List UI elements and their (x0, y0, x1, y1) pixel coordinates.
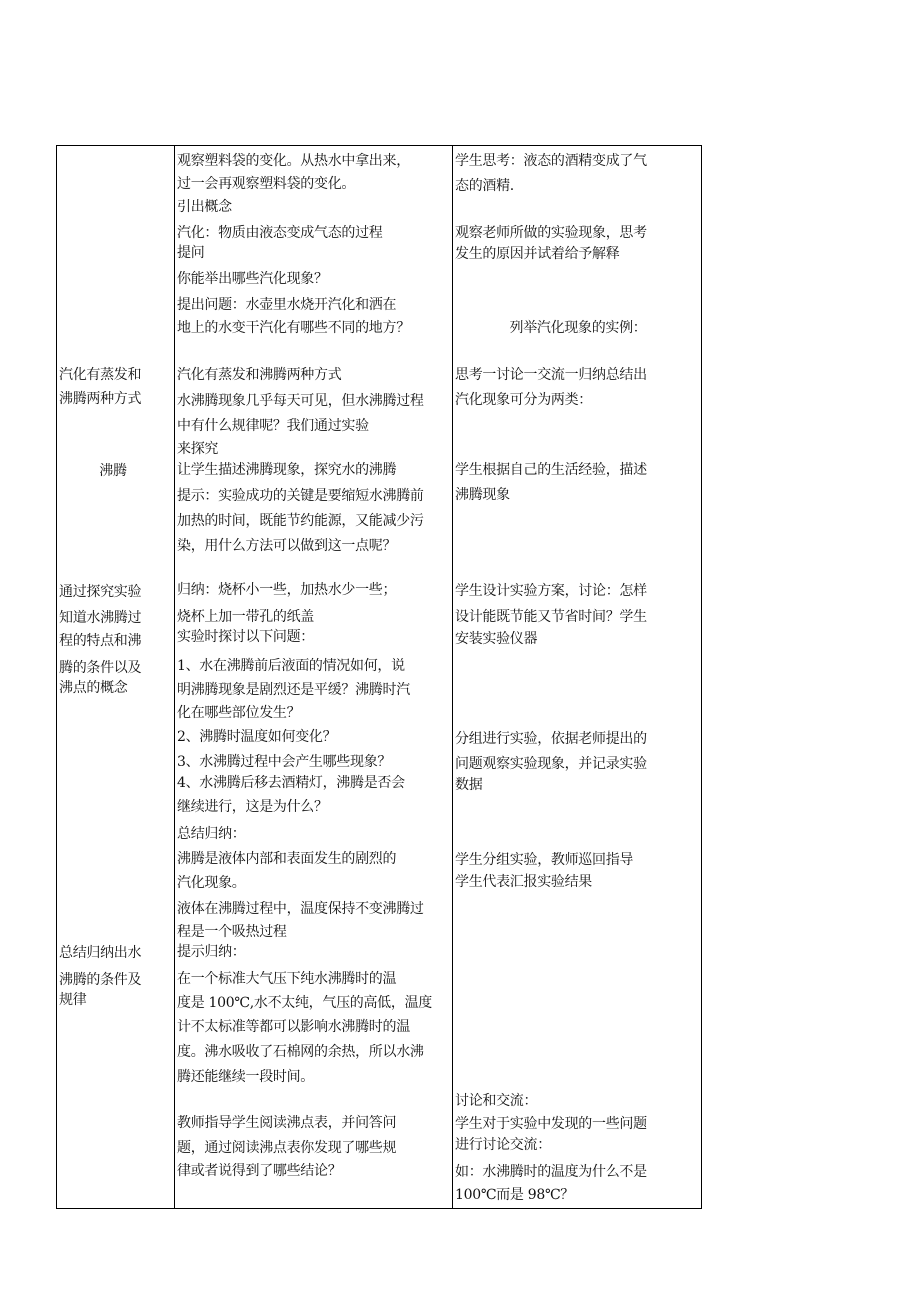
lesson-plan-table (56, 145, 702, 1209)
teacher-activity-line: 化在哪些部位发生？ (177, 705, 301, 721)
student-activity-line: 态的酒精. (455, 178, 514, 194)
student-activity-line: 学生代表汇报实验结果 (455, 874, 592, 890)
objective-line: 腾的条件以及 (59, 660, 142, 676)
student-activity-line: 发生的原因并试着给予解释 (455, 246, 620, 262)
teacher-activity-line: 总结归纳： (177, 826, 246, 842)
student-activity-line: 观察老师所做的实验现象，思考 (455, 225, 647, 241)
objective-line: 沸腾两种方式 (59, 391, 142, 407)
objective-line: 汽化有蒸发和 (59, 367, 142, 383)
student-activity-line: 学生对于实验中发现的一些问题 (455, 1116, 647, 1132)
teacher-activity-line: 提出问题：水壶里水烧开汽化和洒在 (177, 297, 397, 313)
teacher-activity-line: 律或者说得到了哪些结论？ (177, 1163, 342, 1179)
teacher-activity-line: 度是 100℃,水不太纯，气压的高低，温度 (177, 995, 432, 1011)
teacher-activity-line: 汽化现象。 (177, 875, 246, 891)
objective-line: 沸腾 (99, 463, 127, 479)
teacher-activity-line: 加热的时间，既能节约能源，又能减少污 (177, 513, 424, 529)
teacher-activity-line: 1、水在沸腾前后液面的情况如何，说 (177, 658, 405, 674)
student-activity-line: 学生设计实验方案，讨论：怎样 (455, 583, 647, 599)
objective-line: 程的特点和沸 (59, 633, 142, 649)
student-activity-line: 数据 (455, 777, 483, 793)
teacher-activity-line: 中有什么规律呢？我们通过实验 (177, 418, 369, 434)
teacher-activity-line: 4、水沸腾后移去酒精灯，沸腾是否会 (177, 775, 405, 791)
teacher-activity-line: 计不太标准等都可以影响水沸腾时的温 (177, 1019, 410, 1035)
student-activity-line: 讨论和交流： (455, 1093, 538, 1109)
student-activity-line: 分组进行实验，依据老师提出的 (455, 731, 647, 747)
teacher-activity-line: 你能举出哪些汽化现象？ (177, 271, 328, 287)
objective-line: 知道水沸腾过 (59, 610, 142, 626)
teacher-activity-line: 教师指导学生阅读沸点表，并问答问 (177, 1115, 397, 1131)
teacher-activity-line: 让学生描述沸腾现象，探究水的沸腾 (177, 462, 397, 478)
student-activity-line: 进行讨论交流： (455, 1137, 551, 1153)
column-divider-1 (174, 146, 175, 1208)
teacher-activity-line: 沸腾是液体内部和表面发生的剧烈的 (177, 851, 397, 867)
teacher-activity-line: 过一会再观察塑料袋的变化。 (177, 176, 356, 192)
teacher-activity-line: 2、沸腾时温度如何变化？ (177, 729, 337, 745)
student-activity-line: 如：水沸腾时的温度为什么不是 (455, 1164, 647, 1180)
student-activity-line: 学生分组实验，教师巡回指导 (455, 852, 634, 868)
student-activity-line: 学生根据自己的生活经验，描述 (455, 462, 647, 478)
teacher-activity-line: 度。沸水吸收了石棉网的余热，所以水沸 (177, 1044, 424, 1060)
teacher-activity-line: 提问 (177, 245, 205, 261)
objective-line: 沸腾的条件及 (59, 972, 142, 988)
teacher-activity-line: 继续进行，这是为什么？ (177, 799, 328, 815)
student-activity-line: 安装实验仪器 (455, 631, 538, 647)
teacher-activity-line: 归纳：烧杯小一些，加热水少一些； (177, 582, 397, 598)
teacher-activity-line: 来探究 (177, 441, 219, 457)
teacher-activity-line: 明沸腾现象是剧烈还是平缓？沸腾时汽 (177, 682, 410, 698)
teacher-activity-line: 汽化有蒸发和沸腾两种方式 (177, 367, 342, 383)
teacher-activity-line: 汽化：物质由液态变成气态的过程 (177, 225, 383, 241)
teacher-activity-line: 腾还能继续一段时间。 (177, 1069, 314, 1085)
teacher-activity-line: 染，用什么方法可以做到这一点呢？ (177, 538, 397, 554)
teacher-activity-line: 程是一个吸热过程 (177, 924, 287, 940)
student-activity-line: 汽化现象可分为两类： (455, 392, 592, 408)
teacher-activity-line: 实验时探讨以下问题： (177, 629, 314, 645)
objective-line: 总结归纳出水 (59, 945, 142, 961)
student-activity-line: 问题观察实验现象，并记录实验 (455, 756, 647, 772)
objective-line: 规律 (59, 992, 87, 1008)
teacher-activity-line: 在一个标准大气压下纯水沸腾时的温 (177, 971, 397, 987)
student-activity-line: 100℃而是 98℃？ (455, 1187, 575, 1203)
teacher-activity-line: 地上的水变干汽化有哪些不同的地方？ (177, 320, 410, 336)
teacher-activity-line: 观察塑料袋的变化。从热水中拿出来， (177, 153, 410, 169)
student-activity-line: 沸腾现象 (455, 487, 510, 503)
teacher-activity-line: 题，通过阅读沸点表你发现了哪些规 (177, 1140, 397, 1156)
teacher-activity-line: 烧杯上加一带孔的纸盖 (177, 609, 314, 625)
column-divider-2 (452, 146, 453, 1208)
objective-line: 沸点的概念 (59, 680, 128, 696)
student-activity-line: 设计能既节能又节省时间？学生 (455, 609, 647, 625)
teacher-activity-line: 提示：实验成功的关键是要缩短水沸腾前 (177, 488, 424, 504)
teacher-activity-line: 液体在沸腾过程中，温度保持不变沸腾过 (177, 901, 424, 917)
student-activity-line: 思考一讨论一交流一归纳总结出 (455, 367, 647, 383)
student-activity-line: 学生思考：液态的酒精变成了气 (455, 153, 647, 169)
teacher-activity-line: 水沸腾现象几乎每天可见，但水沸腾过程 (177, 393, 424, 409)
teacher-activity-line: 引出概念 (177, 199, 232, 215)
teacher-activity-line: 提示归纳： (177, 944, 246, 960)
student-activity-line: 列举汽化现象的实例： (509, 320, 647, 336)
teacher-activity-line: 3、水沸腾过程中会产生哪些现象？ (177, 754, 392, 770)
objective-line: 通过探究实验 (59, 584, 142, 600)
